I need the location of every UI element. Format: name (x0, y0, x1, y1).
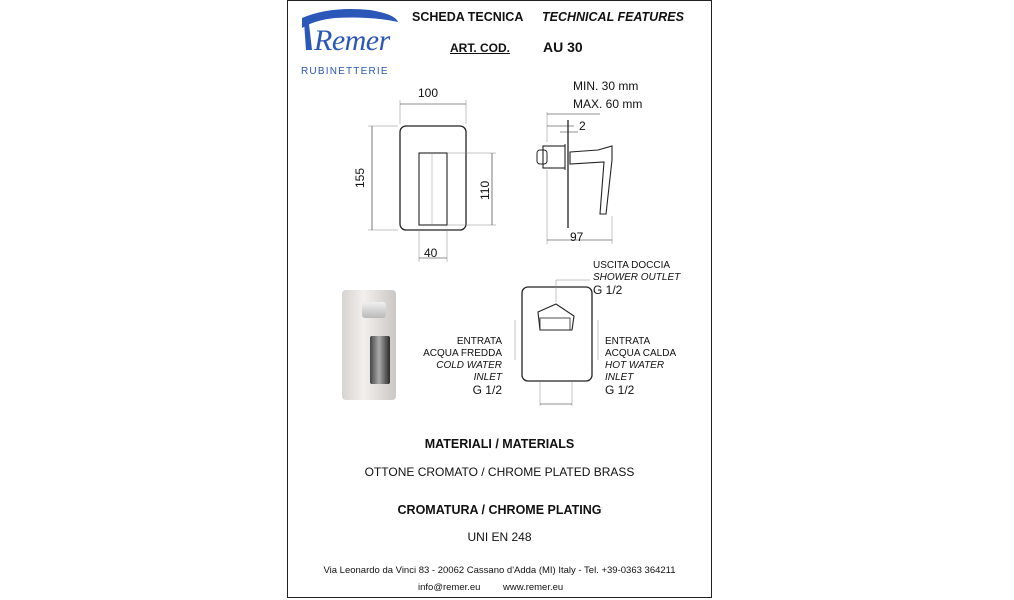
plating-heading: CROMATURA / CHROME PLATING (397, 503, 602, 517)
dim-inner-width: 40 (424, 246, 438, 260)
diverter-cartridge (538, 304, 574, 330)
dim-max: MAX. 60 mm (573, 97, 643, 111)
dim-min: MIN. 30 mm (573, 79, 639, 93)
front-lever-outline (419, 153, 447, 225)
dim-inner-height: 110 (478, 180, 492, 200)
code-label: ART. COD. (450, 41, 510, 55)
dim-plate: 2 (579, 119, 586, 133)
mixer-lever (370, 336, 390, 384)
cold-inlet-label: ENTRATA ACQUA FREDDA COLD WATER INLET G 1/2 (423, 336, 502, 397)
rear-body-outline (522, 287, 592, 381)
logo-wordmark: Remer (314, 24, 390, 57)
materials-heading: MATERIALI / MATERIALS (424, 437, 575, 451)
footer-address: Via Leonardo da Vinci 83 - 20062 Cassano d'Adda (MI) Italy - Tel. +39-0363 364211 (323, 565, 676, 576)
title-en: TECHNICAL FEATURES (542, 10, 684, 24)
footer-website[interactable]: www.remer.eu (503, 582, 564, 593)
front-plate-outline (400, 126, 466, 230)
plating-value: UNI EN 248 (467, 530, 532, 544)
side-lever (570, 146, 612, 214)
materials-value: OTTONE CROMATO / CHROME PLATED BRASS (364, 465, 635, 479)
side-body (543, 146, 565, 168)
hot-inlet-label: ENTRATA ACQUA CALDA HOT WATER INLET G 1/2 (605, 336, 677, 397)
logo-subtitle: RUBINETTERIE (301, 66, 389, 77)
dim-width: 100 (418, 86, 439, 100)
code-value: AU 30 (543, 39, 583, 55)
dim-height: 155 (353, 167, 367, 188)
dim-depth: 97 (570, 230, 584, 244)
footer-email[interactable]: info@remer.eu (418, 582, 481, 593)
shower-outlet-label: USCITA DOCCIA SHOWER OUTLET G 1/2 (593, 260, 681, 297)
diverter-knob (362, 302, 386, 318)
product-photo (342, 290, 396, 400)
title-it: SCHEDA TECNICA (412, 10, 524, 24)
